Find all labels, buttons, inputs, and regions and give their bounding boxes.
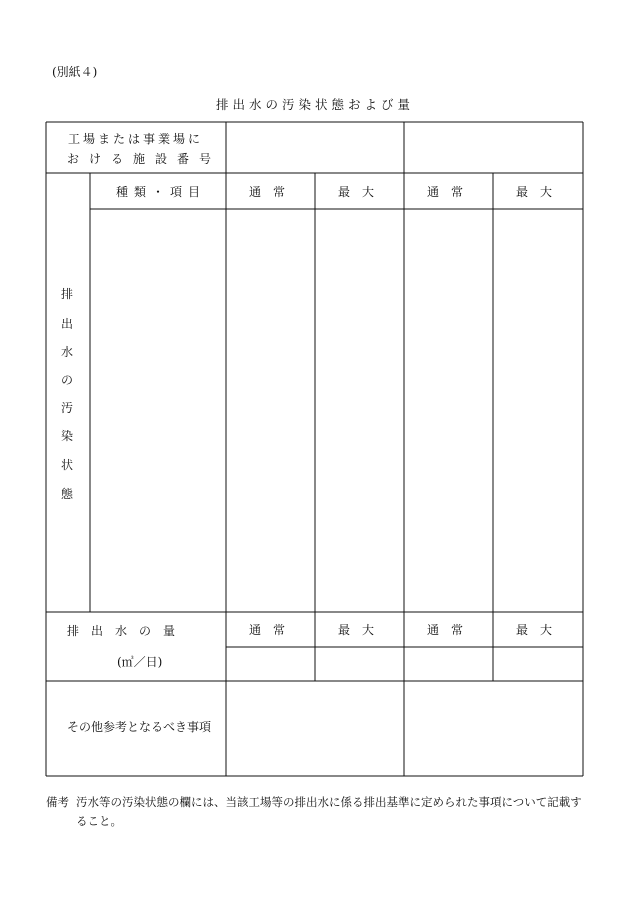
facility-label-line-1: 工場または事業場に xyxy=(68,132,204,146)
volume-max-1: 最 大 xyxy=(338,623,375,637)
remarks xyxy=(46,793,591,831)
pollution-state-char-7: 状 xyxy=(61,458,74,472)
volume-max-2: 最 大 xyxy=(516,623,553,637)
volume-normal-2: 通 常 xyxy=(427,623,464,637)
attachment-label: (別紙４) xyxy=(52,65,98,79)
discharge-volume-unit: (㎥／日) xyxy=(117,655,163,669)
pollution-state-char-4: の xyxy=(61,373,74,387)
pollution-state-char-8: 態 xyxy=(61,487,74,501)
state-normal-1: 通 常 xyxy=(249,185,286,199)
other-reference-label: その他参考となるべき事項 xyxy=(67,720,212,734)
discharge-volume-label: 排 出 水 の 量 xyxy=(67,624,176,638)
page-title: 排出水の汚染状態および量 xyxy=(215,97,414,112)
volume-normal-1: 通 常 xyxy=(249,623,286,637)
type-item-header: 種類・項目 xyxy=(116,185,207,199)
pollution-state-char-3: 水 xyxy=(61,345,74,359)
remarks-text: 汚水等の汚染状態の欄には、当該工場等の排出水に係る排出基準に定められた事項について記載すること。 xyxy=(76,795,582,828)
pollution-state-char-6: 染 xyxy=(61,429,74,443)
pollution-state-char-2: 出 xyxy=(61,317,74,331)
facility-label-line-2: おける施設番号 xyxy=(67,152,222,166)
state-max-2: 最 大 xyxy=(516,185,553,199)
pollution-state-char-1: 排 xyxy=(61,287,74,301)
state-normal-2: 通 常 xyxy=(427,185,464,199)
pollution-state-char-5: 汚 xyxy=(61,401,74,415)
state-max-1: 最 大 xyxy=(338,185,375,199)
remarks-label: 備考 xyxy=(46,795,69,809)
